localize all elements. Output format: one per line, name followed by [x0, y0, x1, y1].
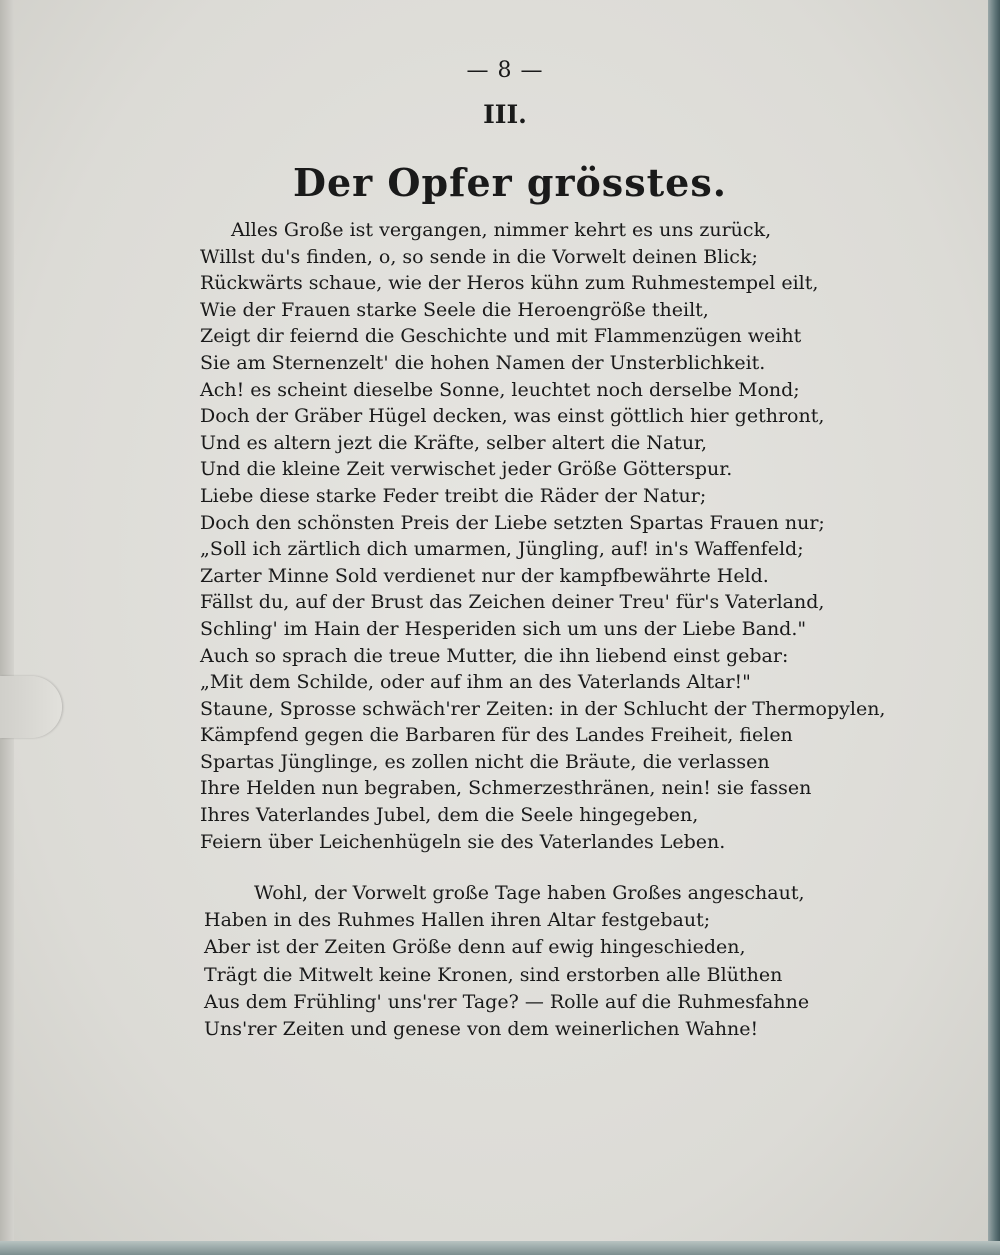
- poem-line: Zeigt dir feiernd die Geschichte und mit Flammenzügen weiht: [200, 325, 802, 348]
- poem-line: Alles Große ist vergangen, nimmer kehrt es uns zurück,: [231, 219, 772, 241]
- poem-line: Aber ist der Zeiten Größe denn auf ewig hingeschieden,: [204, 936, 746, 959]
- poem-line: Spartas Jünglinge, es zollen nicht die Bräute, die verlassen: [200, 750, 770, 773]
- poem-line: Feiern über Leichenhügeln sie des Vaterlandes Leben.: [200, 830, 726, 853]
- poem-line: Und es altern jezt die Kräfte, selber altert die Natur,: [200, 431, 708, 454]
- section-number: III.: [483, 100, 527, 129]
- poem-title: Der Opfer grösstes.: [293, 160, 727, 205]
- poem-line: Aus dem Frühling' uns'rer Tage? — Rolle auf die Ruhmesfahne: [204, 990, 810, 1013]
- poem-line: Zarter Minne Sold verdienet nur der kampfbewährte Held.: [200, 564, 769, 587]
- poem-line: Trägt die Mitwelt keine Kronen, sind erstorben alle Blüthen: [204, 963, 783, 986]
- poem-line: Doch den schönsten Preis der Liebe setzten Spartas Frauen nur;: [200, 511, 825, 534]
- poem-line: Willst du's finden, o, so sende in die Vorwelt deinen Blick;: [200, 245, 758, 268]
- poem-line: Doch der Gräber Hügel decken, was einst göttlich hier gethront,: [200, 405, 825, 428]
- poem-line: „Mit dem Schilde, oder auf ihm an des Vaterlands Altar!": [200, 671, 751, 694]
- poem-line: Uns'rer Zeiten und genese von dem weinerlichen Wahne!: [204, 1017, 759, 1040]
- poem-line: Wie der Frauen starke Seele die Heroengröße theilt,: [200, 298, 709, 321]
- page-number: — 8 —: [466, 58, 544, 83]
- page-bottom-edge: [0, 1241, 1000, 1255]
- poem-line: Schling' im Hain der Hesperiden sich um uns der Liebe Band.": [200, 617, 807, 640]
- stanza: [0, 217, 1000, 855]
- poem-line: Auch so sprach die treue Mutter, die ihn liebend einst gebar:: [200, 644, 789, 667]
- poem-line: Fällst du, auf der Brust das Zeichen deiner Treu' für's Vaterland,: [200, 591, 825, 614]
- poem-line: Haben in des Ruhmes Hallen ihren Altar festgebaut;: [204, 909, 711, 932]
- poem-line: Und die kleine Zeit verwischet jeder Größe Götterspur.: [200, 458, 733, 481]
- poem-line: „Soll ich zärtlich dich umarmen, Jüngling, auf! in's Waffenfeld;: [200, 538, 804, 561]
- poem-line: Staune, Sprosse schwäch'rer Zeiten: in der Schlucht der Thermopylen,: [200, 697, 886, 720]
- poem-line: Liebe diese starke Feder treibt die Räder der Natur;: [200, 484, 707, 507]
- poem-line: Ihre Helden nun begraben, Schmerzesthränen, nein! sie fassen: [200, 777, 812, 800]
- poem-line: Ach! es scheint dieselbe Sonne, leuchtet noch derselbe Mond;: [200, 378, 800, 401]
- poem-line: Sie am Sternenzelt' die hohen Namen der Unsterblichkeit.: [200, 351, 766, 374]
- stanza: [0, 880, 1000, 1043]
- poem-line: Wohl, der Vorwelt große Tage haben Großes angeschaut,: [254, 882, 805, 904]
- poem-line: Ihres Vaterlandes Jubel, dem die Seele hingegeben,: [200, 804, 699, 827]
- poem-line: Rückwärts schaue, wie der Heros kühn zum Ruhmestempel eilt,: [200, 272, 819, 295]
- poem-line: Kämpfend gegen die Barbaren für des Landes Freiheit, fielen: [200, 724, 793, 747]
